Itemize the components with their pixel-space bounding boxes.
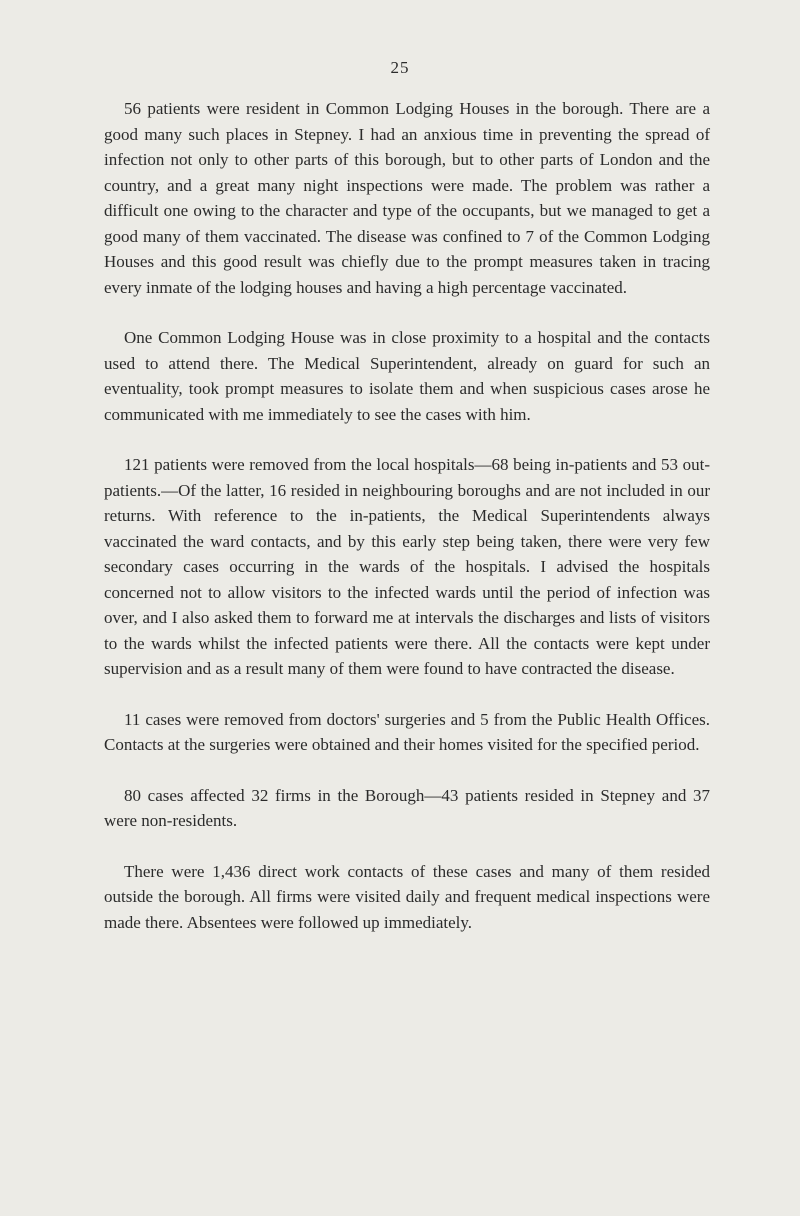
paragraph-local-hospitals: 121 patients were removed from the local hospitals—68 being in-patients and 53 out-patients.—Of the latter, 16 resided in neighbouring boroughs and are not included in our returns. With reference to the in-patients, the Medical Superintendents always vaccinated the ward contacts, and by this early step being taken, there were very few secondary cases occurring in the wards of the hospitals. I advised the hospitals concerned not to allow visitors to the infected wards until the period of infection was over, and I also asked them to forward me at intervals the discharges and lists of visitors to the wards whilst the infected patients were there. All the contacts were kept under supervision and as a result many of them were found to have contracted the disease. [104,455,710,678]
paragraph-doctors-surgeries: 11 cases were removed from doctors' surgeries and 5 from the Public Health Offices. Contacts at the surgeries were obtained and their homes visited for the specified period. [104,709,710,754]
paragraph-firms-affected: 80 cases affected 32 firms in the Borough—43 patients resided in Stepney and 37 were non-residents. [104,785,710,830]
paragraph-common-lodging-houses: 56 patients were resident in Common Lodging Houses in the borough. There are a good many such places in Stepney. I had an anxious time in preventing the spread of infection not only to other parts of this borough, but to other parts of London and the country, and a great many night inspections were made. The problem was rather a difficult one owing to the character and type of the occupants, but we managed to get a good many of them vaccinated. The disease was confined to 7 of the Common Lodging Houses and this good result was chiefly due to the prompt measures taken in tracing every inmate of the lodging houses and having a high percentage vaccinated. [104,99,710,297]
page-number: 25 [390,58,410,77]
body-text [104,96,710,960]
paragraph-work-contacts: There were 1,436 direct work contacts of these cases and many of them resided outside the borough. All firms were visited daily and frequent medical inspections were made there. Absentees were followed up immediately. [104,861,710,932]
paragraph-hospital-proximity: One Common Lodging House was in close proximity to a hospital and the contacts used to attend there. The Medical Superintendent, already on guard for such an eventuality, took prompt measures to isolate them and when suspicious cases arose he communicated with me immediately to see the cases with him. [104,328,710,424]
